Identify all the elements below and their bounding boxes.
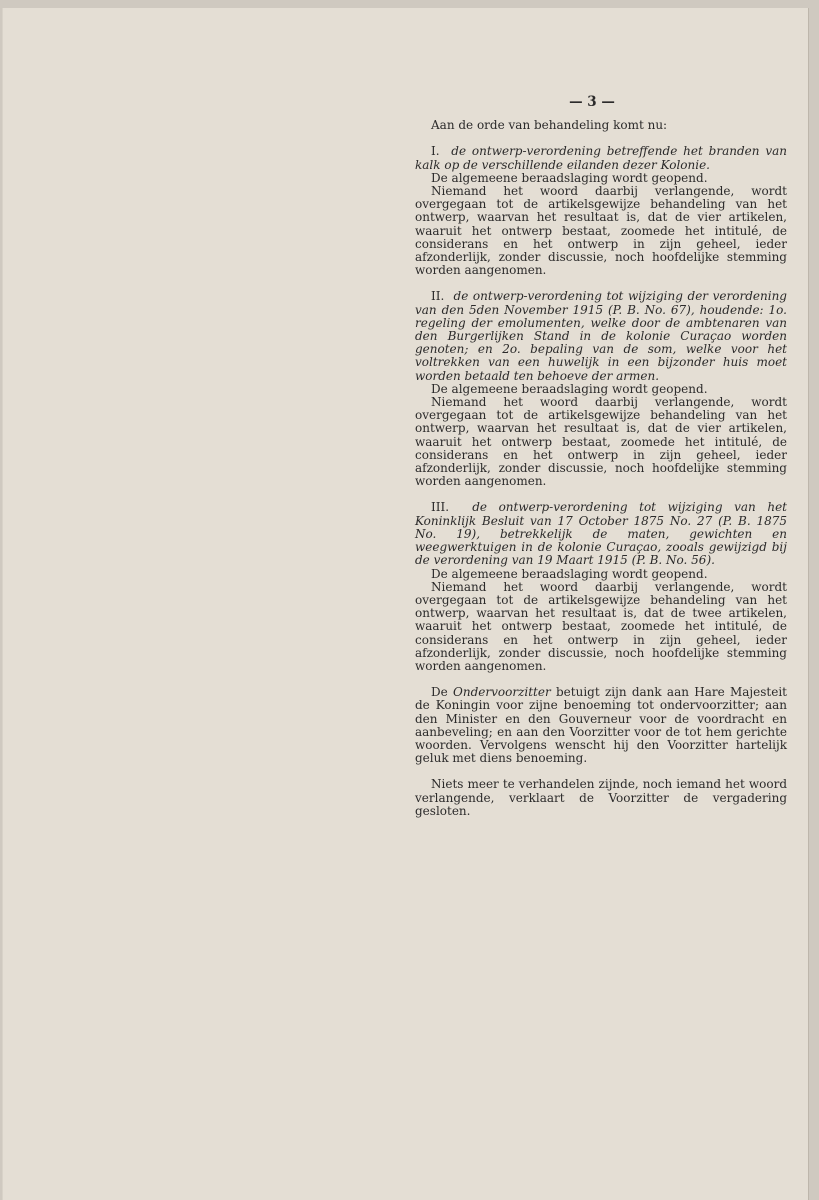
page-number: — 3 —	[569, 94, 615, 110]
item-title: de ontwerp-verordening tot wijziging der verordening van den 5den November 1915 (P. B. No. 67), houdende: 1o. regeling der emolumenten, welke door de ambtenaren van den Burgerlijken Stand in de kolonie Curaçao worden genoten; en 2o. bepaling van de som, welke voor het voltrekken van een huwelijk in een bijzonder huis moet worden betaald ten behoeve der armen.	[415, 289, 787, 383]
agenda-item-3	[415, 501, 787, 673]
closing-paragraph-1	[415, 686, 787, 765]
item-para: De algemeene beraadslaging wordt geopend.	[431, 566, 708, 581]
item-number: II.	[431, 289, 445, 304]
item-para: Niemand het woord daarbij verlangende, wordt overgegaan tot de artikelsgewijze behandeling van het ontwerp, waarvan het resultaat is, dat de twee artikelen, waaruit het ontwerp bestaat, zoomede het intitulé, de considerans en het ontwerp in zijn geheel, ieder afzonderlijk, zonder discussie, noch hoofdelijke stemming worden aangenomen.	[415, 579, 787, 673]
item-title: de ontwerp-verordening tot wijziging van het Koninklijk Besluit van 17 October 1875 No. 27 (P. B. 1875 No. 19), betrekkelijk de maten, gewichten en weegwerktuigen in de kolonie Curaçao, zooals gewijzigd bij de verordening van 19 Maart 1915 (P. B. No. 56).	[415, 500, 787, 568]
item-number: III.	[431, 500, 450, 515]
item-para: Niemand het woord daarbij verlangende, wordt overgegaan tot de artikelsgewijze behandeling van het ontwerp, waarvan het resultaat is, dat de vier artikelen, waaruit het ontwerp bestaat, zoomede het intitulé, de considerans en het ontwerp in zijn geheel, ieder afzonderlijk, zonder discussie, noch hoofdelijke stemming worden aangenomen.	[415, 395, 787, 489]
closing-role: Ondervoorzitter	[453, 685, 551, 700]
document-page	[3, 8, 808, 1200]
item-para: De algemeene beraadslaging wordt geopend.	[431, 170, 708, 185]
agenda-item-2	[415, 290, 787, 488]
agenda-item-1	[415, 145, 787, 277]
closing-lead: De	[431, 685, 448, 700]
item-para: Niemand het woord daarbij verlangende, wordt overgegaan tot de artikelsgewijze behandeling van het ontwerp, waarvan het resultaat is, dat de vier artikelen, waaruit het ontwerp bestaat, zoomede het intitulé, de considerans en het ontwerp in zijn geheel, ieder afzonderlijk, zonder discussie, noch hoofdelijke stemming worden aangenomen.	[415, 184, 787, 278]
closing-rest: betuigt zijn dank aan Hare Majesteit de Koningin voor zijne benoeming tot ondervoorzitter; aan den Minister en den Gouverneur voor de voordracht en aanbeveling; en aan den Voorzitter voor de tot hem gerichte woorden. Vervolgens wenscht hij den Voorzitter hartelijk geluk met diens benoeming.	[415, 685, 787, 766]
item-title: de ontwerp-verordening betreffende het branden van kalk op de verschillende eilanden dezer Kolonie.	[415, 144, 787, 172]
closing-paragraph-2: Niets meer te verhandelen zijnde, noch iemand het woord verlangende, verklaart de Voorzitter de vergadering gesloten.	[415, 777, 787, 818]
intro-line: Aan de orde van behandeling komt nu:	[431, 118, 668, 133]
item-para: De algemeene beraadslaging wordt geopend.	[431, 381, 708, 396]
item-number: I.	[431, 144, 440, 159]
text-column	[415, 96, 787, 818]
